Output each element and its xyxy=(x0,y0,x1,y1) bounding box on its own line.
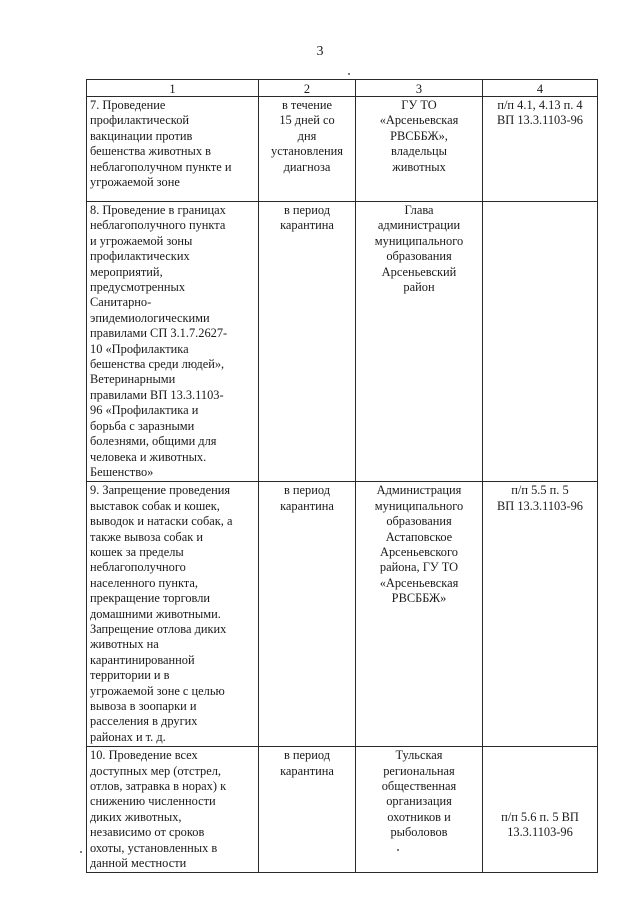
table-row xyxy=(87,202,598,482)
reference-cell: п/п 5.6 п. 5 ВП 13.3.1103-96 xyxy=(483,747,598,873)
term-cell: в течение 15 дней со дня установления диагноза xyxy=(259,97,356,202)
responsible-cell: Глава администрации муниципального образования Арсеньевский район xyxy=(356,202,483,482)
column-header: 1 xyxy=(87,80,259,97)
page-number: 3 xyxy=(316,44,324,59)
table-row xyxy=(87,482,598,747)
scan-speck xyxy=(348,73,350,75)
responsible-cell: Администрация муниципального образования Астаповское Арсеньевского района, ГУ ТО «Арсеньевская РВСББЖ» xyxy=(356,482,483,747)
term-cell: в период карантина xyxy=(259,482,356,747)
measure-cell: 7. Проведение профилактической вакцинации против бешенства животных в неблагополучном пункте и угрожаемой зоне xyxy=(87,97,259,202)
responsible-cell: ГУ ТО «Арсеньевская РВСББЖ», владельцы животных xyxy=(356,97,483,202)
reference-cell: п/п 4.1, 4.13 п. 4 ВП 13.3.1103-96 xyxy=(483,97,598,202)
scan-speck xyxy=(80,851,82,853)
column-header: 4 xyxy=(483,80,598,97)
measure-cell: 10. Проведение всех доступных мер (отстрел, отлов, затравка в норах) к снижению численности диких животных, независимо от сроков охоты, установленных в данной местности xyxy=(87,747,259,873)
measures-table xyxy=(86,79,598,873)
table-header-row xyxy=(87,80,598,97)
reference-cell: п/п 5.5 п. 5 ВП 13.3.1103-96 xyxy=(483,482,598,747)
column-header: 2 xyxy=(259,80,356,97)
responsible-cell: Тульская региональная общественная организация охотников и рыболовов xyxy=(356,747,483,873)
measure-cell: 9. Запрещение проведения выставок собак и кошек, выводок и натаски собак, а также вывоза собак и кошек за пределы неблагополучного населенного пункта, прекращение торговли домашними животными. Запрещение отлова диких животных на карантинированной территории и в угрожаемой зоне с целью вывоза в зоопарки и расселения в других районах и т. д. xyxy=(87,482,259,747)
scan-speck xyxy=(397,849,399,851)
table-row xyxy=(87,97,598,202)
table-row xyxy=(87,747,598,873)
reference-cell xyxy=(483,202,598,482)
term-cell: в период карантина xyxy=(259,747,356,873)
column-header: 3 xyxy=(356,80,483,97)
measure-cell: 8. Проведение в границах неблагополучного пункта и угрожаемой зоны профилактических мероприятий, предусмотренных Санитарно- эпидемиологическими правилами СП 3.1.7.2627- 10 «Профилактика бешенства среди людей», Ветеринарными правилами ВП 13.3.1103- 96 «Профилактика и борьба с заразными болезнями, общими для человека и животных. Бешенство» xyxy=(87,202,259,482)
term-cell: в период карантина xyxy=(259,202,356,482)
